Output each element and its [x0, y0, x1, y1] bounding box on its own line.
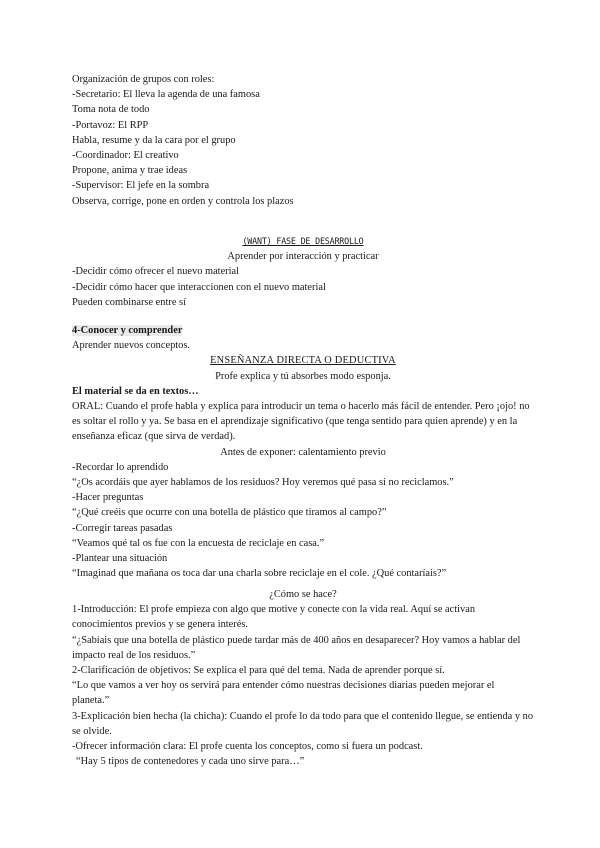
how-quote: “Lo que vamos a ver hoy os servirá para entender cómo nuestras decisiones diarias pueden mejorar el planeta.”: [72, 680, 495, 707]
roles-line: Toma nota de todo: [72, 104, 150, 116]
phase-line: -Decidir cómo hacer que interaccionen con el nuevo material: [72, 281, 326, 293]
material-heading: El material se da en textos…: [72, 385, 199, 397]
method-subtitle: Profe explica y tú absorbes modo esponja.: [215, 370, 391, 382]
roles-line: Habla, resume y da la cara por el grupo: [72, 134, 236, 146]
how-paragraph: -Ofrecer información clara: El profe cuenta los conceptos, como si fuera un podcast.: [72, 741, 423, 753]
roles-heading: Organización de grupos con roles:: [72, 74, 215, 85]
how-paragraph: 3-Explicación bien hecha (la chicha): Cuando el profe lo da todo para que el contenido llegue, se entienda y no se olvide.: [72, 710, 534, 737]
roles-line: -Secretario: El lleva la agenda de una famosa: [72, 89, 260, 101]
roles-section: [72, 72, 534, 209]
warmup-line: “¿Os acordáis que ayer hablamos de los residuos? Hoy veremos qué pasa si no reciclamos.”: [72, 477, 454, 489]
warmup-line: -Recordar lo aprendido: [72, 461, 169, 473]
how-paragraph: 2-Clarificación de objetivos: Se explica el para qué del tema. Nada de aprender porque sí.: [72, 665, 445, 677]
warmup-line: “Veamos qué tal os fue con la encuesta de reciclaje en casa.”: [72, 537, 325, 549]
method-title: ENSEÑANZA DIRECTA O DEDUCTIVA: [210, 355, 396, 367]
roles-line: -Portavoz: El RPP: [72, 119, 149, 131]
how-quote: “Hay 5 tipos de contenedores y cada uno sirve para…”: [76, 756, 305, 768]
warmup-line: -Corregir tareas pasadas: [72, 522, 173, 534]
how-quote: “¿Sabíais que una botella de plástico puede tardar más de 400 años en desaparecer? Hoy vamos a hablar del impacto real de los residuos.”: [72, 634, 521, 661]
warmup-line: -Plantear una situación: [72, 553, 168, 565]
roles-line: -Coordinador: El creativo: [72, 150, 179, 162]
phase-subtitle: Aprender por interacción y practicar: [227, 251, 379, 263]
oral-paragraph: ORAL: Cuando el profe habla y explica para introducir un tema o hacerlo más fácil de entender. Pero ¡ojo! no es soltar el rollo y ya. Se basa en el aprendizaje significativo (que tenga sentido para quien aprende) y en la enseñanza eficaz (que sirva de verdad).: [72, 401, 530, 443]
how-paragraph: 1-Introducción: El profe empieza con algo que motive y conecte con la vida real. Aquí se activan conocimientos previos y se genera interés.: [72, 604, 476, 631]
section4: [72, 323, 534, 581]
warmup-line: -Hacer preguntas: [72, 492, 144, 504]
roles-line: Observa, corrige, pone en orden y controla los plazos: [72, 195, 294, 207]
how-section: [72, 587, 534, 769]
warmup-title: Antes de exponer: calentamiento previo: [220, 446, 386, 458]
phase-line: -Decidir cómo ofrecer el nuevo material: [72, 266, 240, 278]
how-title: ¿Cómo se hace?: [269, 589, 337, 600]
phase-line: Pueden combinarse entre sí: [72, 296, 186, 308]
phase-title: (WANT) FASE DE DESARROLLO: [242, 236, 364, 246]
phase-section: [72, 234, 534, 310]
warmup-line: “Imaginad que mañana os toca dar una charla sobre reciclaje en el cole. ¿Qué contaríais?”: [72, 568, 447, 580]
roles-line: Propone, anima y trae ideas: [72, 165, 188, 177]
roles-line: -Supervisor: El jefe en la sombra: [72, 180, 210, 192]
section-heading: 4-Conocer y comprender: [72, 325, 183, 336]
warmup-line: “¿Qué creéis que ocurre con una botella de plástico que tiramos al campo?”: [72, 507, 387, 519]
section-intro: Aprender nuevos conceptos.: [72, 340, 191, 352]
